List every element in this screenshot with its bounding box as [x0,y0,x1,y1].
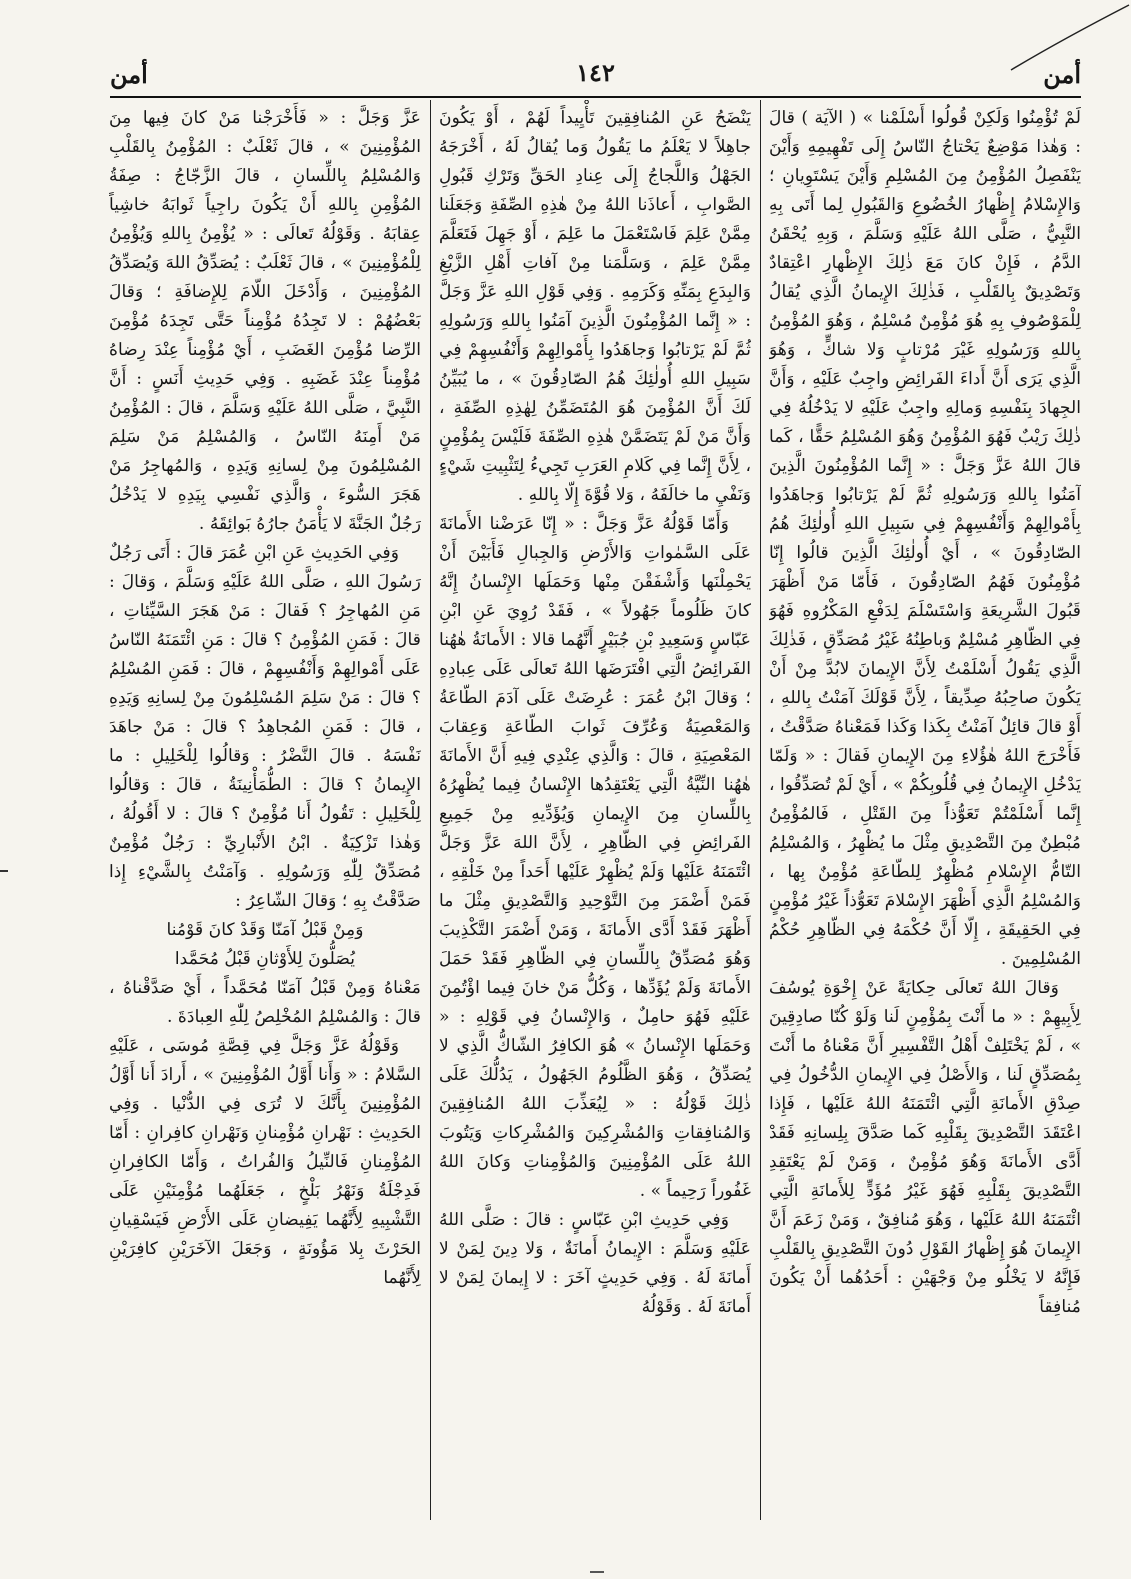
paragraph: وَقَوْلُهُ عَزَّ وَجَلَّ فِي قِصَّةِ مُوسَى ، عَلَيْهِ السَّلامُ : « وَأَنا أَوَّلُ المُؤْمِنِينَ » ، أَرادَ أَنا أَوَّلُ المُؤْمِنِينَ بِأَنَّكَ لا تُرَى فِي الدُّنْيا . وَفِي الحَدِيثِ : نَهْرانِ مُؤْمِنانِ وَنَهْرانِ كافِرانِ : أَمّا المُؤْمِنانِ فَالنِّيلُ وَالفُراتُ ، وَأَمّا الكافِرانِ فَدِجْلَةُ وَنَهْرُ بَلْخٍ ، جَعَلَهُما مُؤْمِنَيْنِ عَلَى التَّشْبِيهِ لِأَنَّهُما يَفِيضانِ عَلَى الأَرْضِ فَيَسْقِيانِ الحَرْثَ بِلا مَؤُونَةٍ ، وَجَعَلَ الآخَرَيْنِ كافِرَيْنِ لِأَنَّهُما [109,1036,421,1288]
verse-line: يُصَلُّونَ لِلأَوْثانِ قَبْلُ مُحَمَّدا [174,949,356,969]
paragraph: وَفِي الحَدِيثِ عَنِ ابْنِ عُمَرَ قالَ : أَتَى رَجُلٌ رَسُولَ اللهِ ، صَلَّى اللهُ عَلَيْهِ وَسَلَّمَ ، وَقالَ : مَنِ المُهاجِرُ ؟ فَقالَ : مَنْ هَجَرَ السَّيِّئاتِ ، قالَ : فَمَنِ المُؤْمِنُ ؟ قالَ : مَنِ ائْتَمَنَهُ النّاسُ عَلَى أَمْوالِهِمْ وَأَنْفُسِهِمْ ، قالَ : فَمَنِ المُسْلِمُ ؟ قالَ : مَنْ سَلِمَ المُسْلِمُونَ مِنْ لِسانِهِ وَيَدِهِ ، قالَ : فَمَنِ المُجاهِدُ ؟ قالَ : مَنْ جاهَدَ نَفْسَهُ . قالَ النَّضْرُ : وَقالُوا لِلْخَلِيلِ : ما الإِيمانُ ؟ قالَ : الطُّمَأْنِينَةُ ، قالَ : وَقالُوا لِلْخَلِيلِ : تَقُولُ أَنا مُؤْمِنٌ ؟ قالَ : لا أَقُولُهُ ، وَهٰذا تَزْكِيَةٌ . ابْنُ الأَنْبارِيِّ : رَجُلٌ مُؤْمِنٌ مُصَدِّقٌ لِلّٰهِ وَرَسُولِهِ . وَآمَنْتُ بِالشَّيْءِ إِذا صَدَّقْتُ بِهِ ؛ وَقالَ الشّاعِرُ : [109,543,421,911]
page-number: ١٤٢ [576,58,615,87]
page-header [110,52,1081,96]
text-columns [110,100,1081,1525]
margin-tick [0,870,8,872]
column-middle [439,100,751,1529]
column-divider [760,100,761,1520]
column-divider [430,100,431,1520]
header-rule [110,96,1081,98]
paragraph: وَأَمّا قَوْلُهُ عَزَّ وَجَلَّ : « إِنّا عَرَضْنا الأَمانَةَ عَلَى السَّمٰواتِ وَالأَرْضِ وَالجِبالِ فَأَبَيْنَ أَنْ يَحْمِلْنَها وَأَشْفَقْنَ مِنْها وَحَمَلَها الإِنْسانُ إِنَّهُ كانَ ظَلُوماً جَهُولاً » ، فَقَدْ رُوِيَ عَنِ ابْنِ عَبّاسٍ وَسَعِيدِ بْنِ جُبَيْرٍ أَنَّهُما قالا : الأَمانَةُ هٰهُنا الفَرائِضُ الَّتِي افْتَرَضَها اللهُ تَعالَى عَلَى عِبادِهِ ؛ وَقالَ ابْنُ عُمَرَ : عُرِضَتْ عَلَى آدَمَ الطّاعَةُ وَالمَعْصِيَةُ وَعُرِّفَ ثَوابَ الطّاعَةِ وَعِقابَ المَعْصِيَةِ ، قالَ : وَالَّذِي عِنْدِي فِيهِ أَنَّ الأَمانَةَ هٰهُنا النِّيَّةُ الَّتِي يَعْتَقِدُها الإِنْسانُ فِيما يُظْهِرُهُ بِاللِّسانِ مِنَ الإِيمانِ وَيُؤَدِّيهِ مِنْ جَمِيعِ الفَرائِضِ فِي الظّاهِرِ ، لِأَنَّ اللهَ عَزَّ وَجَلَّ ائْتَمَنَهُ عَلَيْها وَلَمْ يُظْهِرْ عَلَيْها أَحَداً مِنْ خَلْقِهِ ، فَمَنْ أَضْمَرَ مِنَ التَّوْحِيدِ وَالتَّصْدِيقِ مِثْلَ ما أَظْهَرَ فَقَدْ أَدَّى الأَمانَةَ ، وَمَنْ أَضْمَرَ التَّكْذِيبَ وَهُوَ مُصَدِّقٌ بِاللِّسانِ فِي الظّاهِرِ فَقَدْ حَمَلَ الأَمانَةَ وَلَمْ يُؤَدِّها ، وَكُلُّ مَنْ خانَ فِيما اؤْتُمِنَ عَلَيْهِ فَهُوَ حامِلٌ ، وَالإِنْسانُ فِي قَوْلِهِ : « وَحَمَلَها الإِنْسانُ » هُوَ الكافِرُ الشّاكُّ الَّذِي لا يُصَدِّقُ ، وَهُوَ الظَّلُومُ الجَهُولُ ، يَدُلُّكَ عَلَى ذٰلِكَ قَوْلُهُ : « لِيُعَذِّبَ اللهُ المُنافِقِينَ وَالمُنافِقاتِ وَالمُشْرِكِينَ وَالمُشْرِكاتِ وَيَتُوبَ اللهُ عَلَى المُؤْمِنِينَ وَالمُؤْمِناتِ وَكانَ اللهُ غَفُوراً رَحِيماً » . [439,514,751,1201]
bottom-mark [590,1571,604,1573]
paragraph: وَفِي حَدِيثِ ابْنِ عَبّاسٍ : قالَ : صَلَّى اللهُ عَلَيْهِ وَسَلَّمَ : الإِيمانُ أَمانَةٌ ، وَلا دِينَ لِمَنْ لا أَمانَةَ لَهُ . وَفِي حَدِيثٍ آخَرَ : لا إِيمانَ لِمَنْ لا أَمانَةَ لَهُ . وَقَوْلُهُ [439,1210,751,1317]
column-right [769,100,1081,1529]
paragraph: مَعْناهُ وَمِنْ قَبْلُ آمَنّا مُحَمَّداً ، أَيْ صَدَّقْناهُ ، قالَ : وَالمُسْلِمُ المُخْلِصُ لِلّٰهِ العِبادَةَ . [109,978,421,1027]
header-left-word: أمن [110,60,148,89]
column-left [109,100,421,1529]
paragraph: عَزَّ وَجَلَّ : « فَأَخْرَجْنا مَنْ كانَ فِيها مِنَ المُؤْمِنِينَ » ، قالَ ثَعْلَبٌ : المُؤْمِنُ بِالقَلْبِ وَالمُسْلِمُ بِاللِّسانِ ، قالَ الزَّجّاجُ : صِفَةُ المُؤْمِنِ بِاللهِ أَنْ يَكُونَ راجِياً ثَوابَهُ خاشِياً عِقابَهُ . وَقَوْلُهُ تَعالَى : « يُؤْمِنُ بِاللهِ وَيُؤْمِنُ لِلْمُؤْمِنِينَ » ، قالَ ثَعْلَبٌ : يُصَدِّقُ اللهَ وَيُصَدِّقُ المُؤْمِنِينَ ، وَأَدْخَلَ اللّامَ لِلإِضافَةِ ؛ وَقالَ بَعْضُهُمْ : لا تَجِدُهُ مُؤْمِناً حَتَّى تَجِدَهُ مُؤْمِنَ الرِّضا مُؤْمِنَ الغَضَبِ ، أَيْ مُؤْمِناً عِنْدَ رِضاهُ مُؤْمِناً عِنْدَ غَضَبِهِ . وَفِي حَدِيثِ أَنَسٍ : أَنَّ النَّبِيَّ ، صَلَّى اللهُ عَلَيْهِ وَسَلَّمَ ، قالَ : المُؤْمِنُ مَنْ أَمِنَهُ النّاسُ ، وَالمُسْلِمُ مَنْ سَلِمَ المُسْلِمُونَ مِنْ لِسانِهِ وَيَدِهِ ، وَالمُهاجِرُ مَنْ هَجَرَ السُّوءَ ، وَالَّذِي نَفْسِي بِيَدِهِ لا يَدْخُلُ رَجُلٌ الجَنَّةَ لا يَأْمَنُ جارُهُ بَوائِقَهُ . [109,108,421,534]
verse-line: وَمِنْ قَبْلُ آمَنّا وَقَدْ كانَ قَوْمُنا [166,920,364,940]
paragraph: وَقالَ اللهُ تَعالَى حِكايَةً عَنْ إِخْوَةِ يُوسُفَ لِأَبِيهِمْ : « ما أَنْتَ بِمُؤْمِنٍ لَنا وَلَوْ كُنّا صادِقِينَ » ، لَمْ يَخْتَلِفْ أَهْلُ التَّفْسِيرِ أَنَّ مَعْناهُ ما أَنْتَ بِمُصَدِّقٍ لَنا ، وَالأَصْلُ فِي الإِيمانِ الدُّخُولُ فِي صِدْقِ الأَمانَةِ الَّتِي ائْتَمَنَهُ اللهُ عَلَيْها ، فَإِذا اعْتَقَدَ التَّصْدِيقَ بِقَلْبِهِ كَما صَدَّقَ بِلِسانِهِ فَقَدْ أَدَّى الأَمانَةَ وَهُوَ مُؤْمِنٌ ، وَمَنْ لَمْ يَعْتَقِدِ التَّصْدِيقَ بِقَلْبِهِ فَهُوَ غَيْرُ مُؤَدٍّ لِلأَمانَةِ الَّتِي ائْتَمَنَهُ اللهُ عَلَيْها ، وَهُوَ مُنافِقٌ ، وَمَنْ زَعَمَ أَنَّ الإِيمانَ هُوَ إِظْهارُ القَوْلِ دُونَ التَّصْدِيقِ بِالقَلْبِ فَإِنَّهُ لا يَخْلُو مِنْ وَجْهَيْنِ : أَحَدُهُما أَنْ يَكُونَ مُنافِقاً [769,978,1081,1317]
paragraph: يَنْضَحُ عَنِ المُنافِقِينَ تَأْيِيداً لَهُمْ ، أَوْ يَكُونَ جاهِلاً لا يَعْلَمُ ما يَقُولُ وَما يُقالُ لَهُ ، أَخْرَجَهُ الجَهْلُ وَاللَّجاجُ إِلَى عِنادِ الحَقِّ وَتَرْكِ قَبُولِ الصَّوابِ ، أَعاذَنا اللهُ مِنْ هٰذِهِ الصِّفَةِ وَجَعَلَنا مِمَّنْ عَلِمَ فَاسْتَعْمَلَ ما عَلِمَ ، أَوْ جَهِلَ فَتَعَلَّمَ مِمَّنْ عَلِمَ ، وَسَلَّمَنا مِنْ آفاتِ أَهْلِ الزَّيْغِ وَالبِدَعِ بِمَنِّهِ وَكَرَمِهِ . وَفِي قَوْلِ اللهِ عَزَّ وَجَلَّ : « إِنَّما المُؤْمِنُونَ الَّذِينَ آمَنُوا بِاللهِ وَرَسُولِهِ ثُمَّ لَمْ يَرْتابُوا وَجاهَدُوا بِأَمْوالِهِمْ وَأَنْفُسِهِمْ فِي سَبِيلِ اللهِ أُولٰئِكَ هُمُ الصّادِقُونَ » ، ما يُبَيِّنُ لَكَ أَنَّ المُؤْمِنَ هُوَ المُتَضَمِّنُ لِهٰذِهِ الصِّفَةِ ، وَأَنَّ مَنْ لَمْ يَتَضَمَّنْ هٰذِهِ الصِّفَةَ فَلَيْسَ بِمُؤْمِنٍ ، لِأَنَّ إِنَّما فِي كَلامِ العَرَبِ تَجِيءُ لِتَثْبِيتِ شَيْءٍ وَنَفْيِ ما خالَفَهُ ، وَلا قُوَّةَ إِلّا بِاللهِ . [439,108,751,505]
paragraph: لَمْ تُؤْمِنُوا وَلَكِنْ قُولُوا أَسْلَمْنا » ( الآيَة ) قالَ : وَهٰذا مَوْضِعٌ يَحْتاجُ النّاسُ إِلَى تَفْهِيمِهِ وَأَيْنَ يَنْفَصِلُ المُؤْمِنُ مِنَ المُسْلِمِ وَأَيْنَ يَسْتَوِيانِ ؛ وَالإِسْلامُ إِظْهارُ الخُضُوعِ وَالقَبُولِ لِما أَتَى بِهِ النَّبِيُّ ، صَلَّى اللهُ عَلَيْهِ وَسَلَّمَ ، وَبِهِ يُحْقَنُ الدَّمُ ، فَإِنْ كانَ مَعَ ذٰلِكَ الإِظْهارِ اعْتِقادٌ وَتَصْدِيقٌ بِالقَلْبِ ، فَذٰلِكَ الإِيمانُ الَّذِي يُقالُ لِلْمَوْصُوفِ بِهِ هُوَ مُؤْمِنٌ مُسْلِمٌ ، وَهُوَ المُؤْمِنُ بِاللهِ وَرَسُولِهِ غَيْرَ مُرْتابٍ وَلا شاكٍّ ، وَهُوَ الَّذِي يَرَى أَنَّ أَداءَ الفَرائِضِ واجِبٌ عَلَيْهِ ، وَأَنَّ الجِهادَ بِنَفْسِهِ وَمالِهِ واجِبٌ عَلَيْهِ لا يَدْخُلُهُ فِي ذٰلِكَ رَيْبٌ فَهُوَ المُؤْمِنُ وَهُوَ المُسْلِمُ حَقًّا ، كَما قالَ اللهُ عَزَّ وَجَلَّ : « إِنَّما المُؤْمِنُونَ الَّذِينَ آمَنُوا بِاللهِ وَرَسُولِهِ ثُمَّ لَمْ يَرْتابُوا وَجاهَدُوا بِأَمْوالِهِمْ وَأَنْفُسِهِمْ فِي سَبِيلِ اللهِ أُولٰئِكَ هُمُ الصّادِقُونَ » ، أَيْ أُولٰئِكَ الَّذِينَ قالُوا إِنّا مُؤْمِنُونَ فَهُمُ الصّادِقُونَ ، فَأَمّا مَنْ أَظْهَرَ قَبُولَ الشَّرِيعَةِ وَاسْتَسْلَمَ لِدَفْعِ المَكْرُوهِ فَهُوَ فِي الظّاهِرِ مُسْلِمٌ وَباطِنُهُ غَيْرُ مُصَدِّقٍ ، فَذٰلِكَ الَّذِي يَقُولُ أَسْلَمْتُ لِأَنَّ الإِيمانَ لابُدَّ مِنْ أَنْ يَكُونَ صاحِبُهُ صِدِّيقاً ، لِأَنَّ قَوْلَكَ آمَنْتُ بِاللهِ ، أَوْ قالَ قائِلٌ آمَنْتُ بِكَذا وَكَذا فَمَعْناهُ صَدَّقْتُ ، فَأَخْرَجَ اللهُ هٰؤُلاءِ مِنَ الإِيمانِ فَقالَ : « وَلَمّا يَدْخُلِ الإِيمانُ فِي قُلُوبِكُمْ » ، أَيْ لَمْ تُصَدِّقُوا ، إِنَّما أَسْلَمْتُمْ تَعَوُّذاً مِنَ القَتْلِ ، فَالمُؤْمِنُ مُبْطِنٌ مِنَ التَّصْدِيقِ مِثْلَ ما يُظْهِرُ ، وَالمُسْلِمُ التّامُّ الإِسْلامِ مُظْهِرٌ لِلطّاعَةِ مُؤْمِنٌ بِها ، وَالمُسْلِمُ الَّذِي أَظْهَرَ الإِسْلامَ تَعَوُّذاً غَيْرُ مُؤْمِنٍ فِي الحَقِيقَةِ ، إِلّا أَنَّ حُكْمَهُ فِي الظّاهِرِ حُكْمُ المُسْلِمِينَ . [769,108,1081,969]
header-right-word: أمن [1043,60,1081,89]
